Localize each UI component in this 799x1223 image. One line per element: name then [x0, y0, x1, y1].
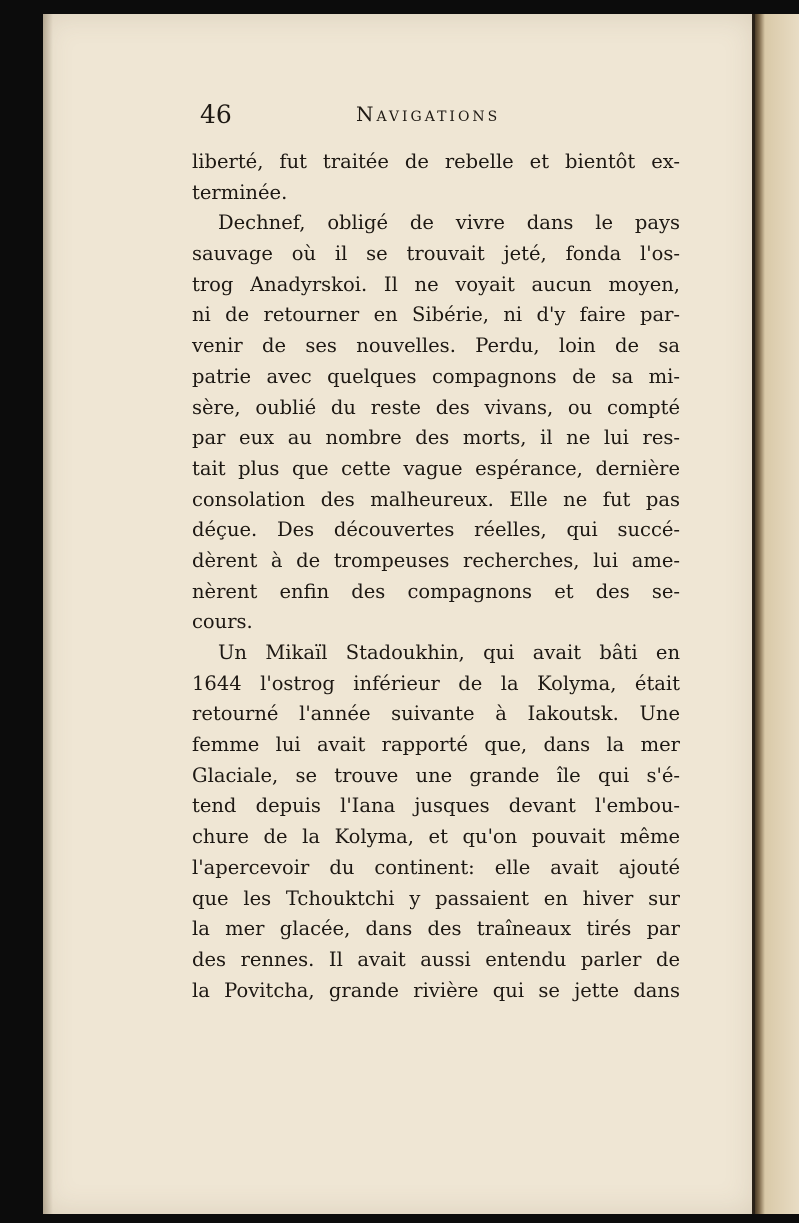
page-header — [200, 100, 680, 136]
text-line: nèrent enfin des compagnons et des se- — [192, 579, 680, 603]
text-line: par eux au nombre des morts, il ne lui res- — [192, 426, 680, 450]
text-line: chure de la Kolyma, et qu'on pouvait même — [192, 825, 680, 849]
text-line: dèrent à de trompeuses recherches, lui ame- — [192, 548, 680, 572]
page-gutter-shadow — [43, 14, 53, 1214]
text-line: que les Tchouktchi y passaient en hiver sur — [192, 886, 680, 910]
text-line: l'apercevoir du continent: elle avait ajouté — [192, 855, 680, 879]
text-line: la mer glacée, dans des traîneaux tirés par — [192, 917, 680, 941]
text-line: sère, oublié du reste des vivans, ou compté — [192, 395, 680, 419]
text-line: terminée. — [192, 180, 288, 204]
text-line: patrie avec quelques compagnons de sa mi- — [192, 364, 680, 388]
text-line: tend depuis l'Iana jusques devant l'embou- — [192, 794, 680, 818]
text-line: liberté, fut traitée de rebelle et bientôt ex- — [192, 150, 680, 173]
text-line: des rennes. Il avait aussi entendu parler de — [192, 947, 680, 971]
text-line: Un Mikaïl Stadoukhin, qui avait bâti en — [218, 641, 680, 664]
text-line: venir de ses nouvelles. Perdu, loin de sa — [192, 334, 680, 358]
text-line: 1644 l'ostrog inférieur de la Kolyma, était — [192, 671, 680, 695]
text-line: trog Anadyrskoi. Il ne voyait aucun moyen, — [192, 272, 680, 296]
text-line: tait plus que cette vague espérance, dernière — [192, 456, 680, 480]
text-line: ni de retourner en Sibérie, ni d'y faire par- — [192, 303, 680, 327]
text-line: consolation des malheureux. Elle ne fut pas — [192, 487, 680, 511]
text-line: retourné l'année suivante à Iakoutsk. Une — [192, 702, 680, 726]
running-head: Navigations — [356, 102, 501, 126]
text-line: Glaciale, se trouve une grande île qui s'é- — [192, 763, 680, 787]
page-number: 46 — [200, 100, 232, 129]
text-line: femme lui avait rapporté que, dans la mer — [192, 733, 680, 757]
text-line: déçue. Des découvertes réelles, qui succé- — [192, 518, 680, 542]
text-line: cours. — [192, 610, 253, 634]
body-text — [192, 147, 680, 1006]
text-line: sauvage où il se trouvait jeté, fonda l'os- — [192, 242, 680, 266]
text-line: la Povitcha, grande rivière qui se jette dans — [192, 978, 680, 1002]
text-line: Dechnef, obligé de vivre dans le pays — [218, 211, 680, 235]
facing-page-edge — [755, 14, 799, 1214]
